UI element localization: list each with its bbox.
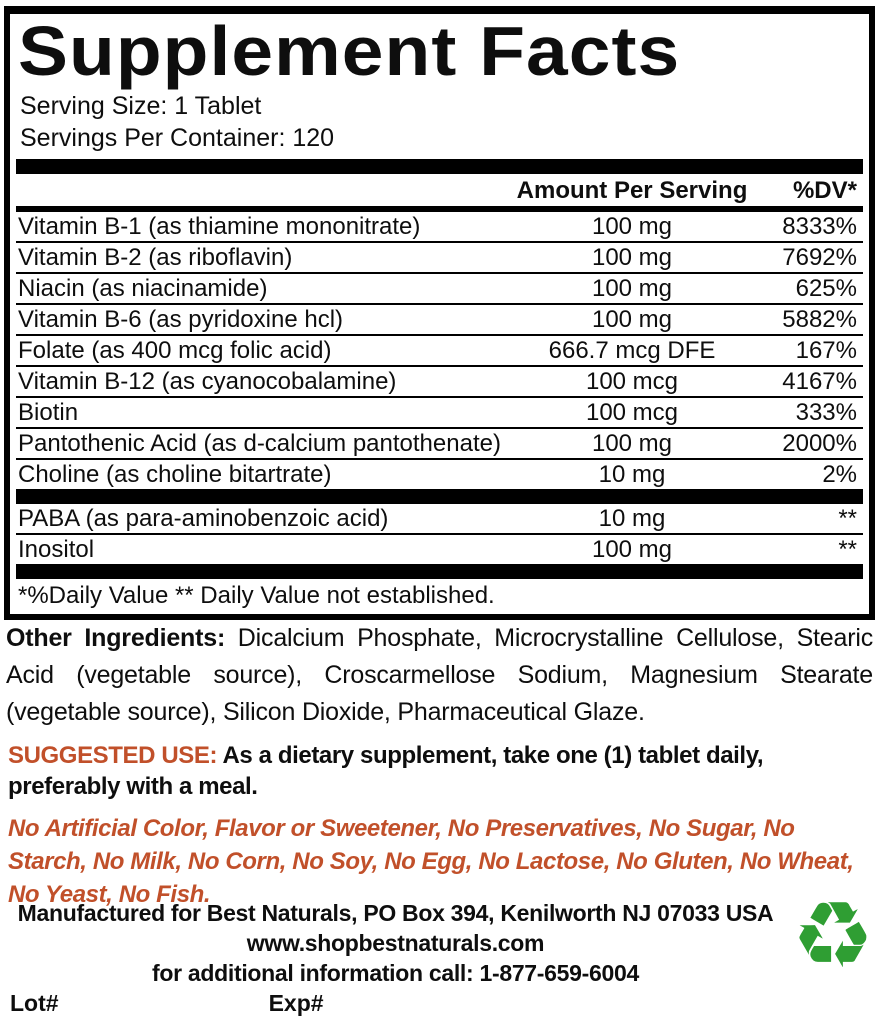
serving-size: Serving Size: 1 Tablet [20, 92, 262, 120]
nutrient-name: Niacin (as niacinamide) [18, 275, 268, 302]
manufacturer-line: Manufactured for Best Naturals, PO Box 394, Kenilworth NJ 07033 USA [17, 900, 774, 926]
recycle-icon: ♻ [791, 882, 875, 989]
table-row [16, 303, 863, 334]
nutrient-name: Vitamin B-12 (as cyanocobalamine) [18, 368, 397, 395]
nutrient-dv: 5882% [782, 306, 857, 333]
footer-block [0, 898, 791, 988]
nutrient-amount: 100 mg [591, 213, 673, 240]
nutrient-dv: 625% [795, 275, 857, 302]
daily-value-footnote: *%Daily Value ** Daily Value not established. [18, 582, 495, 609]
other-ingredients-label: Other Ingredients: [6, 624, 226, 652]
nutrient-amount: 100 mcg [585, 368, 679, 395]
website-line: www.shopbestnaturals.com [246, 930, 545, 956]
dv-header: %DV* [792, 177, 857, 204]
nutrients-table [16, 212, 863, 489]
table-row [16, 212, 863, 241]
amount-per-serving-header: Amount Per Serving [516, 177, 748, 204]
nutrient-dv: 8333% [782, 213, 857, 240]
servings-per-container: Servings Per Container: 120 [20, 124, 335, 152]
nutrient-name: Vitamin B-6 (as pyridoxine hcl) [18, 306, 344, 333]
table-row [16, 272, 863, 303]
table-row [16, 365, 863, 396]
suggested-use-text: As a dietary supplement, take one (1) tablet daily, preferably with a meal. [8, 742, 764, 800]
nutrient-dv: 7692% [782, 244, 857, 271]
table-row [16, 458, 863, 489]
nutrient-amount: 666.7 mcg DFE [548, 337, 716, 364]
nutrient-dv: 4167% [782, 368, 857, 395]
lot-exp-row [10, 990, 324, 1017]
nutrient-name: Vitamin B-1 (as thiamine mononitrate) [18, 213, 421, 240]
suggested-use-label: SUGGESTED USE: [8, 742, 218, 769]
nutrient-name: PABA (as para-aminobenzoic acid) [18, 505, 389, 532]
header-spacer [18, 175, 507, 206]
nutrient-dv: 333% [795, 399, 857, 426]
nutrient-amount: 100 mg [591, 536, 673, 563]
column-header-row [16, 174, 863, 212]
suggested-use-paragraph [8, 740, 871, 802]
table-row [16, 396, 863, 427]
exp-label: Exp# [268, 990, 324, 1016]
nutrient-amount: 100 mg [591, 430, 673, 457]
nutrient-amount: 10 mg [598, 505, 666, 532]
nutrient-name: Inositol [18, 536, 95, 563]
lot-label: Lot# [10, 990, 59, 1016]
nutrient-name: Vitamin B-2 (as riboflavin) [18, 244, 293, 271]
nutrient-amount: 100 mcg [585, 399, 679, 426]
nutrient-dv: 2000% [782, 430, 857, 457]
thick-divider-bar [16, 159, 863, 174]
thick-divider-bar [16, 489, 863, 504]
panel-title: Supplement Facts [18, 12, 681, 90]
thick-divider-bar [16, 564, 863, 579]
nutrient-amount: 100 mg [591, 275, 673, 302]
nutrient-amount: 100 mg [591, 306, 673, 333]
other-ingredients-paragraph [6, 620, 873, 731]
nutrient-dv: ** [838, 505, 857, 532]
phone-line: for additional information call: 1-877-659-6004 [152, 960, 639, 986]
nutrient-name: Folate (as 400 mcg folic acid) [18, 337, 332, 364]
table-row [16, 427, 863, 458]
nutrient-name: Choline (as choline bitartrate) [18, 461, 332, 488]
nutrient-dv: ** [838, 536, 857, 563]
supplement-facts-panel [4, 6, 875, 620]
other-ingredients-text: Dicalcium Phosphate, Microcrystalline Cellulose, Stearic Acid (vegetable source), Croscarmellose Sodium, Magnesium Stearate (vegetable source), Silicon Dioxide, Pharmaceutical Glaze. [6, 624, 873, 726]
nutrient-amount: 10 mg [598, 461, 666, 488]
allergen-claims: No Artificial Color, Flavor or Sweetener, No Preservatives, No Sugar, No Starch, No Milk, No Corn, No Soy, No Egg, No Lactose, No Gluten, No Wheat, No Yeast, No Fish. [8, 815, 854, 908]
table-row [16, 241, 863, 272]
nutrient-name: Biotin [18, 399, 79, 426]
nutrients-table-not-established [16, 504, 863, 564]
table-row [16, 334, 863, 365]
table-row [16, 533, 863, 564]
nutrient-dv: 167% [795, 337, 857, 364]
table-row [16, 504, 863, 533]
nutrient-amount: 100 mg [591, 244, 673, 271]
nutrient-name: Pantothenic Acid (as d-calcium pantothenate) [18, 430, 501, 457]
nutrient-dv: 2% [822, 461, 857, 488]
